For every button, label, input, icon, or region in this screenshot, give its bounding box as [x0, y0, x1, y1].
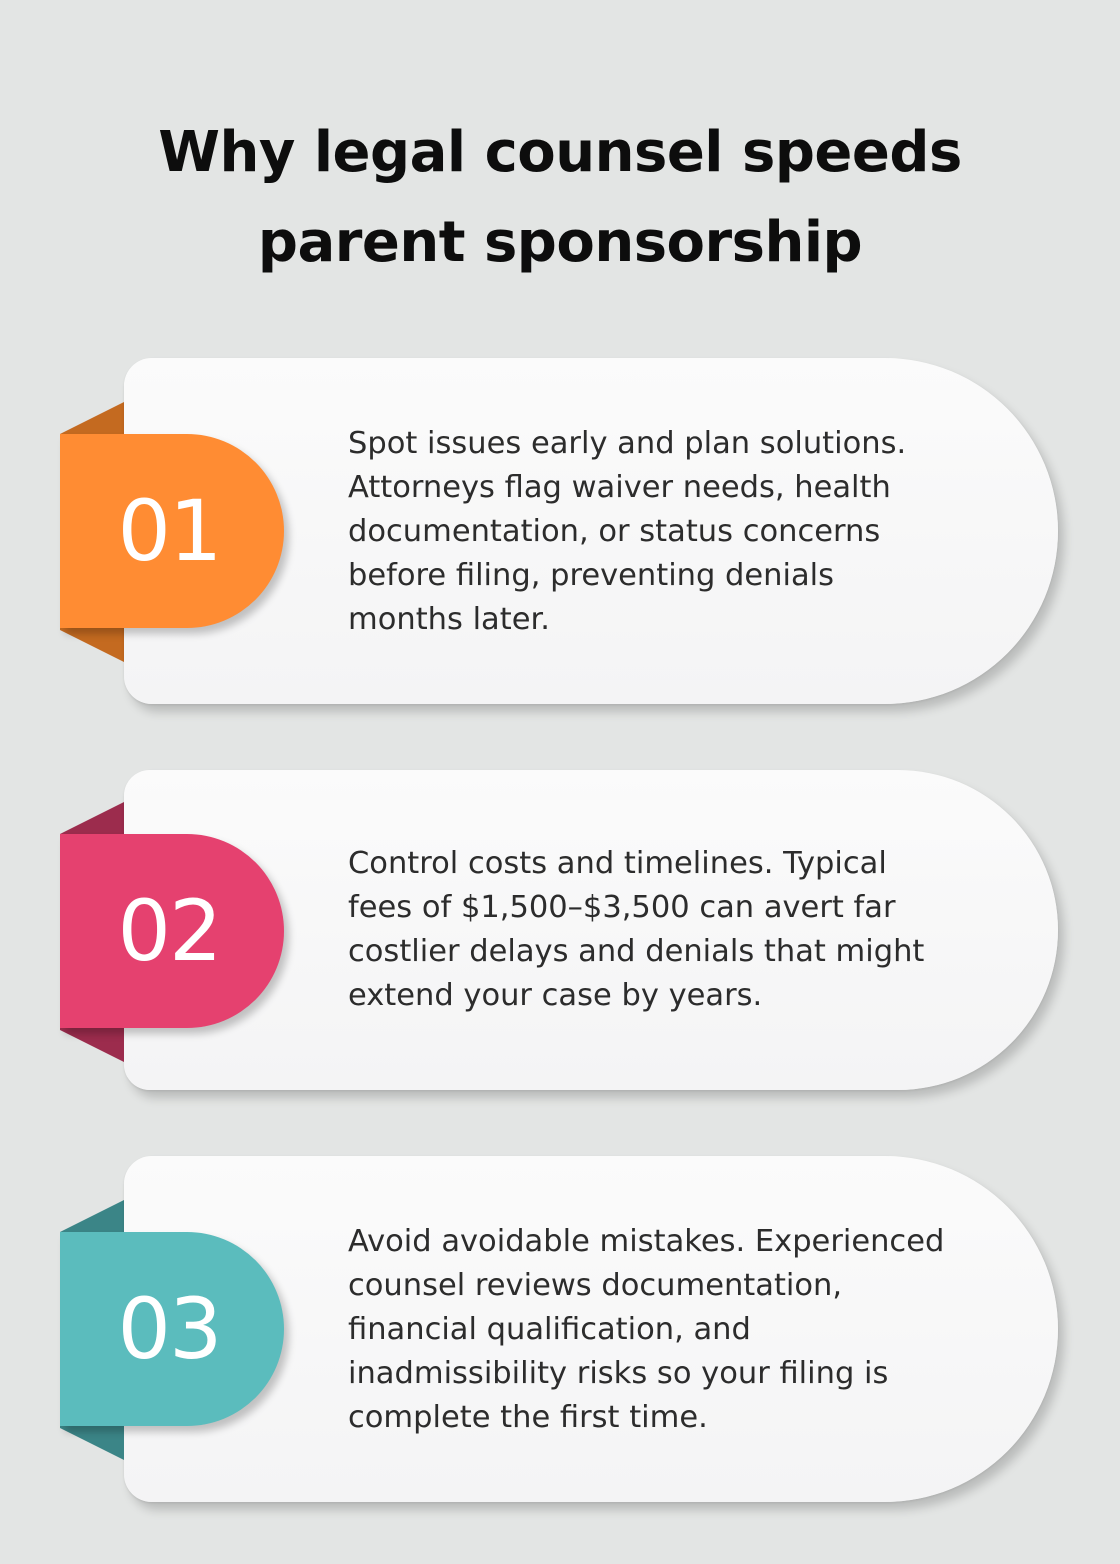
ribbon-fold-bottom: [60, 626, 124, 662]
page-title: [0, 108, 1120, 288]
step-number-badge: [60, 834, 284, 1028]
ribbon-fold-top: [60, 802, 124, 836]
ribbon-fold-bottom: [60, 1424, 124, 1460]
ribbon-fold-bottom: [60, 1026, 124, 1062]
step-number: 01: [117, 482, 221, 580]
title-line-1: Why legal counsel speeds: [158, 120, 962, 185]
step-number: 03: [117, 1280, 221, 1378]
fold-top-shape: [60, 402, 124, 436]
step-number: 02: [117, 882, 221, 980]
step-number-badge: [60, 434, 284, 628]
ribbon-fold-top: [60, 402, 124, 436]
step-description: Control costs and timelines. Typical fees of $1,500–$3,500 can avert far costlier delays and denials that might extend your case by years.: [348, 846, 925, 1013]
step-number-badge: [60, 1232, 284, 1426]
fold-bottom-shape: [60, 1424, 124, 1460]
ribbon-fold-top: [60, 1200, 124, 1234]
fold-bottom-shape: [60, 1026, 124, 1062]
title-line-2: parent sponsorship: [257, 210, 863, 275]
fold-bottom-shape: [60, 626, 124, 662]
fold-top-shape: [60, 802, 124, 836]
step-description: Spot issues early and plan solutions. Attorneys flag waiver needs, health documentation, or status concerns before filing, preventing denials months later.: [348, 426, 907, 637]
fold-top-shape: [60, 1200, 124, 1234]
step-description: Avoid avoidable mistakes. Experienced counsel reviews documentation, financial qualification, and inadmissibility risks so your filing is complete the first time.: [348, 1224, 945, 1435]
